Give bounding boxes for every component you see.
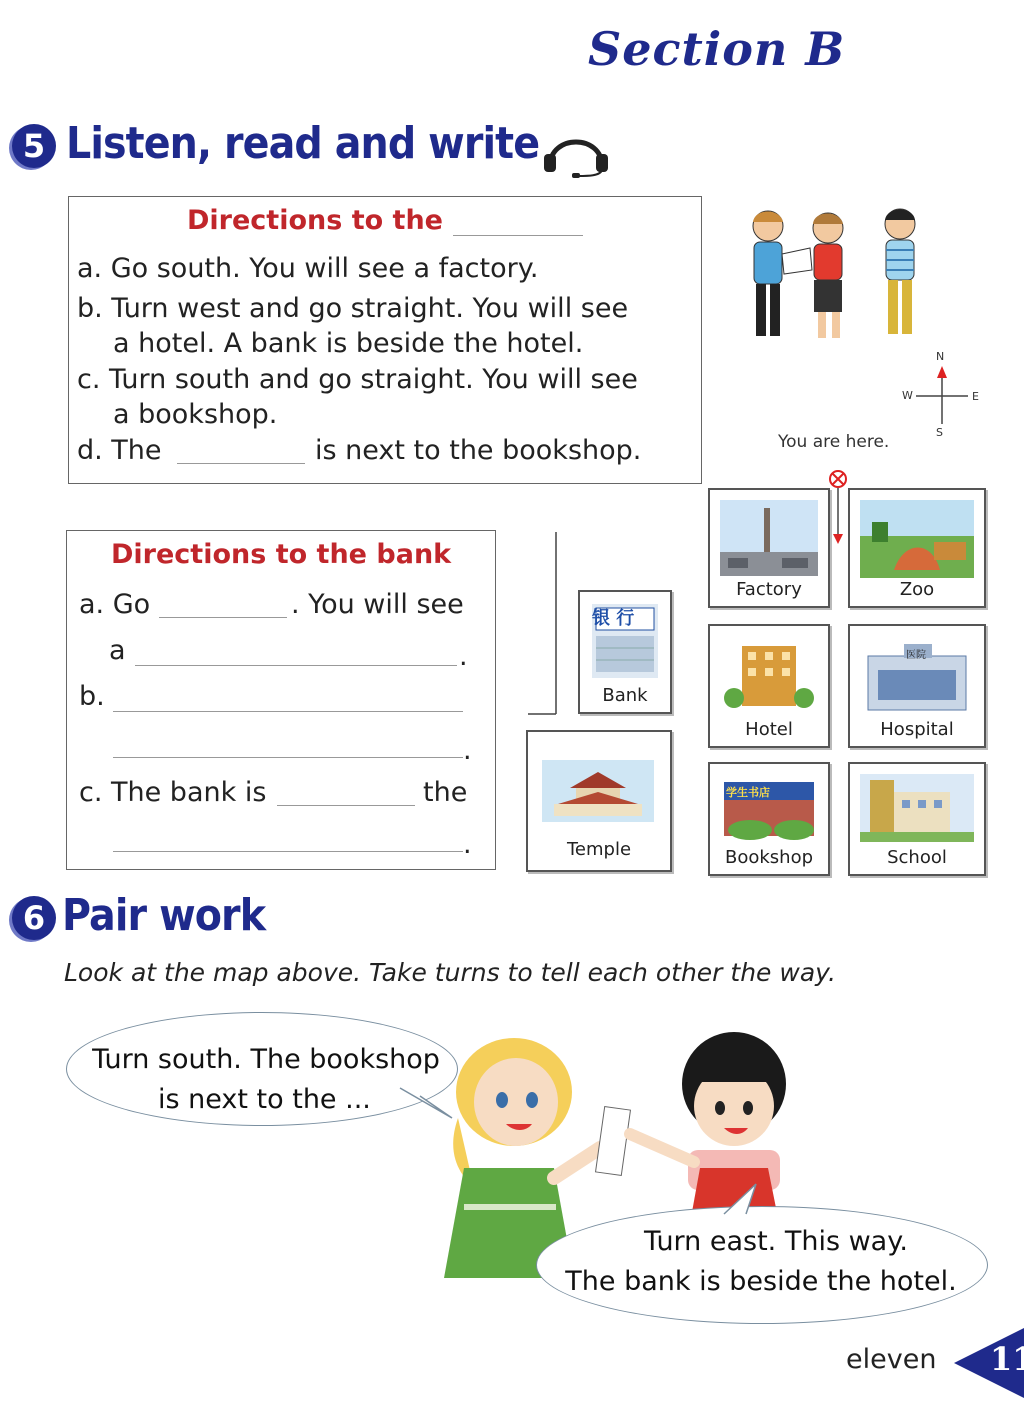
zoo-icon	[860, 500, 974, 578]
box-2-blank-position[interactable]	[277, 779, 415, 806]
exercise-6-heading: Pair work	[62, 890, 266, 941]
map-card-temple[interactable]	[526, 730, 672, 872]
bubble-1-line-2: is next to the ...	[158, 1084, 371, 1115]
line-c-2: a bookshop.	[113, 399, 278, 430]
box-2-blank-place[interactable]	[135, 639, 457, 666]
section-title: Section B	[588, 22, 846, 76]
box-2-blank-c[interactable]	[113, 825, 463, 852]
line-d-start: d. The	[77, 435, 162, 466]
exercise-6-number-badge: 6	[12, 896, 56, 940]
line-b-1: b. Turn west and go straight. You will see	[77, 293, 629, 324]
exercise-6-instruction: Look at the map above. Take turns to tell each other the way.	[64, 958, 836, 987]
bookshop-sign-text: 学生书店	[726, 786, 770, 799]
box-2-line-a-article: a	[109, 635, 126, 666]
bubble-2-line-1: Turn east. This way.	[644, 1226, 908, 1257]
box-2-title: Directions to the bank	[111, 539, 452, 570]
box-2-blank-b-1[interactable]	[113, 685, 463, 712]
map-label-hospital: Hospital	[880, 719, 954, 740]
box-1-title: Directions to the	[187, 205, 443, 236]
box-2-line-b: b.	[79, 681, 105, 712]
map-card-factory[interactable]	[708, 488, 830, 608]
box-2-line-a-see: . You will see	[291, 589, 464, 620]
map-card-zoo[interactable]	[848, 488, 986, 608]
compass-west-label: W	[902, 389, 913, 402]
page-word: eleven	[846, 1344, 937, 1375]
directions-box-1	[68, 196, 702, 484]
map-card-bank[interactable]	[578, 590, 672, 714]
map-label-hotel: Hotel	[745, 719, 793, 740]
compass-east-label: E	[972, 390, 979, 403]
exercise-number-badge: 5	[12, 124, 56, 168]
bank-sign-text: 银 行	[592, 608, 635, 629]
box-2-period-1: .	[459, 641, 468, 672]
school-icon	[860, 774, 974, 842]
line-a: a. Go south. You will see a factory.	[77, 253, 539, 284]
exercise-heading: Listen, read and write	[66, 118, 540, 169]
box-2-line-a-go: a. Go	[79, 589, 151, 620]
compass-south-label: S	[936, 426, 943, 439]
line-c-1: c. Turn south and go straight. You will see	[77, 364, 638, 395]
map-label-factory: Factory	[736, 579, 802, 600]
line-d-blank[interactable]	[177, 437, 305, 464]
temple-icon	[540, 758, 656, 824]
hospital-sign-text: 医院	[906, 650, 926, 661]
bubble-1-line-1: Turn south. The bookshop	[92, 1044, 440, 1075]
compass-north-label: N	[936, 350, 945, 363]
three-boys-illustration	[740, 204, 940, 354]
map-label-bookshop: Bookshop	[724, 847, 814, 868]
box-2-blank-direction[interactable]	[159, 591, 287, 618]
map-card-bookshop[interactable]	[708, 762, 830, 876]
headphones-icon	[540, 124, 612, 180]
speech-bubble-2-tail	[716, 1182, 766, 1216]
box-2-period-2: .	[463, 735, 472, 766]
line-d-end: is next to the bookshop.	[315, 435, 642, 466]
map-label-zoo: Zoo	[899, 579, 935, 600]
directions-box-2	[66, 530, 496, 870]
map-label-school: School	[887, 847, 947, 868]
title-blank[interactable]	[453, 209, 583, 236]
bubble-2-line-2: The bank is beside the hotel.	[565, 1266, 957, 1297]
page-number: 11	[990, 1340, 1035, 1378]
box-2-line-c: c. The bank is	[79, 777, 267, 808]
you-are-here-label: You are here.	[778, 432, 890, 452]
line-b-2: a hotel. A bank is beside the hotel.	[113, 328, 584, 359]
map-road-lines	[526, 528, 566, 718]
factory-icon	[720, 500, 818, 576]
map-label-bank: Bank	[602, 685, 648, 706]
compass-icon	[914, 364, 970, 426]
box-2-period-3: .	[463, 829, 472, 860]
map-label-temple: Temple	[566, 839, 632, 860]
map-card-hospital[interactable]	[848, 624, 986, 748]
hotel-icon	[720, 636, 818, 712]
map-card-hotel[interactable]	[708, 624, 830, 748]
box-2-line-c-the: the	[423, 777, 468, 808]
map-card-school[interactable]	[848, 762, 986, 876]
box-2-blank-b-2[interactable]	[113, 731, 463, 758]
